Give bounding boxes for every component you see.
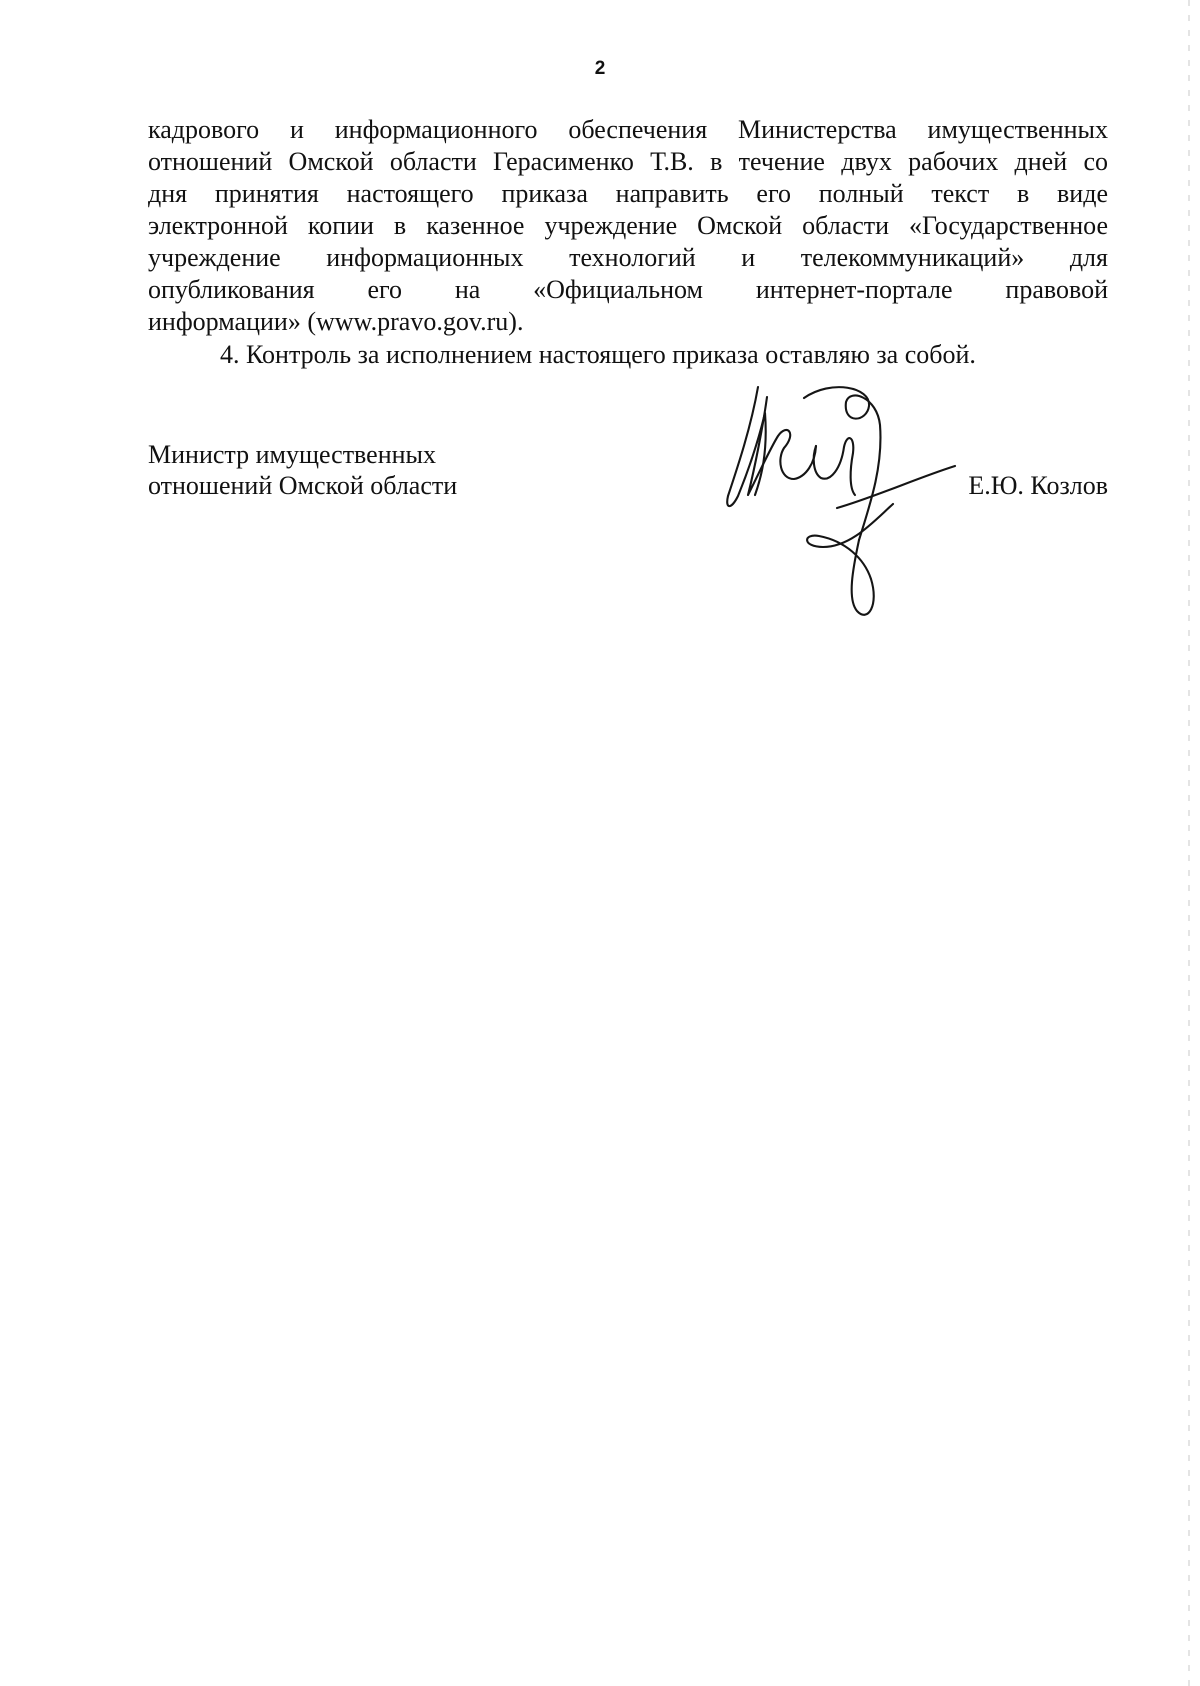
signer-title-line: отношений Омской области [148, 471, 458, 500]
item-4-paragraph: 4. Контроль за исполнением настоящего приказа оставляю за собой. [220, 340, 976, 369]
body-line: электронной копии в казенное учреждение Омской области «Государственное [148, 211, 1108, 240]
body-line: информации» (www.pravo.gov.ru). [148, 307, 524, 336]
document-body [148, 114, 1108, 371]
body-line: учреждение информационных технологий и телекоммуникаций» для [148, 243, 1108, 272]
page-number: 2 [594, 58, 606, 79]
signer-title [148, 439, 457, 501]
signer-title-line: Министр имущественных [148, 440, 437, 469]
signer-name: Е.Ю. Козлов [968, 471, 1108, 500]
body-line: дня принятия настоящего приказа направить его полный текст в виде [148, 179, 1108, 208]
scan-edge [1188, 0, 1190, 1686]
body-line: опубликования его на «Официальном интернет-портале правовой [148, 275, 1108, 304]
body-line: отношений Омской области Герасименко Т.В. в течение двух рабочих дней со [148, 147, 1108, 176]
handwritten-signature [720, 375, 980, 640]
body-line: кадрового и информационного обеспечения Министерства имущественных [148, 115, 1108, 144]
